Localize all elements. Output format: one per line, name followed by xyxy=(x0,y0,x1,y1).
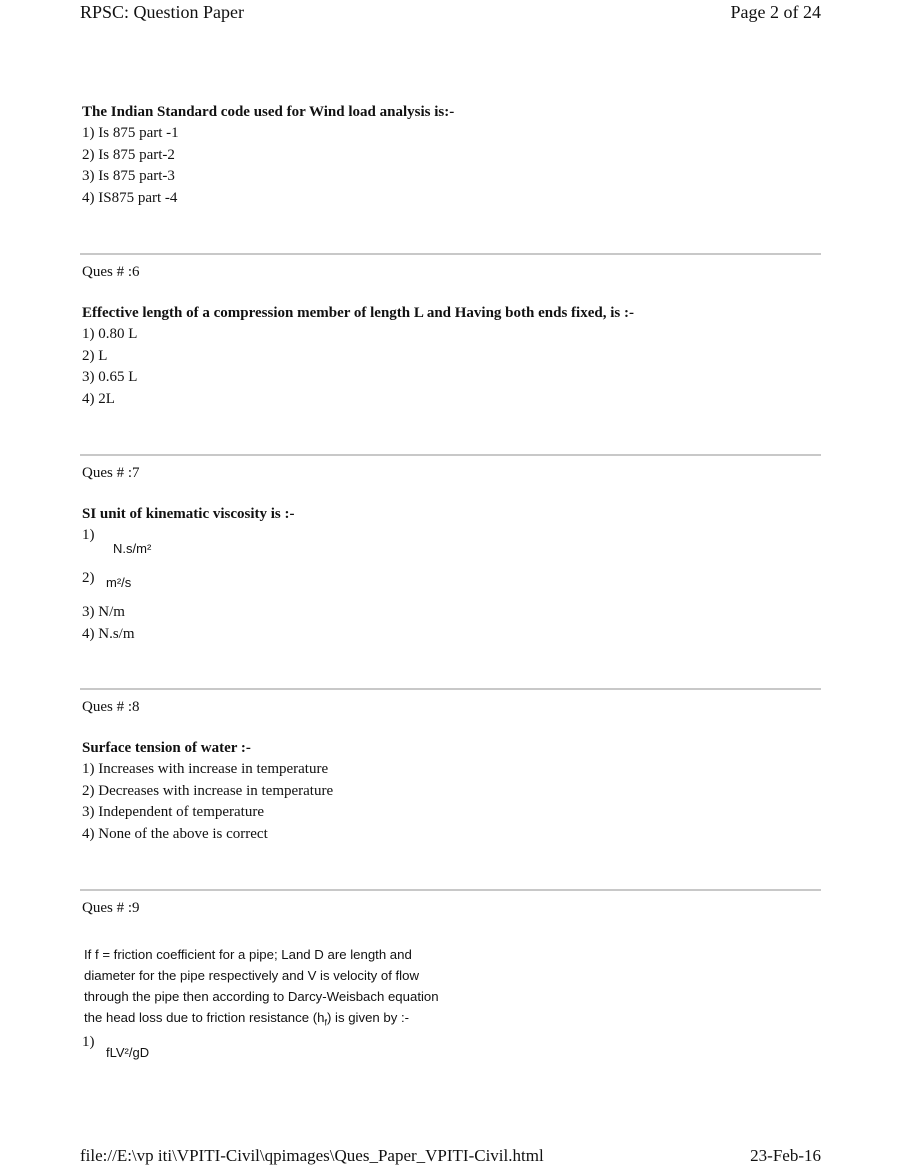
option-formula: fLV²/gD xyxy=(106,1045,150,1060)
question-title: SI unit of kinematic viscosity is :- xyxy=(82,506,295,522)
question-line: If f = friction coefficient for a pipe; Land D are length and xyxy=(84,947,412,962)
question-9-text xyxy=(84,944,514,1034)
option: 4) 2L xyxy=(82,390,115,407)
question-number: Ques # :6 xyxy=(82,264,140,280)
separator xyxy=(80,688,821,690)
option: 4) IS875 part -4 xyxy=(82,189,178,206)
question-8 xyxy=(82,738,333,845)
footer-date: 23-Feb-16 xyxy=(750,1146,821,1165)
question-6 xyxy=(82,303,634,410)
footer-file-path: file://E:\vp iti\VPITI-Civil\qpimages\Ques_Paper_VPITI-Civil.html xyxy=(80,1146,544,1165)
option-label: 2) xyxy=(82,570,95,586)
option: 3) 0.65 L xyxy=(82,369,138,385)
question-7-title xyxy=(82,504,295,525)
option: 4) None of the above is correct xyxy=(82,825,268,842)
question-title: The Indian Standard code used for Wind load analysis is:- xyxy=(82,104,455,120)
option: 1) 0.80 L xyxy=(82,326,138,342)
question-line: through the pipe then according to Darcy-Weisbach equation xyxy=(84,989,439,1004)
line-end: ) is given by :- xyxy=(326,1010,410,1025)
question-title: Surface tension of water :- xyxy=(82,740,251,756)
question-line: diameter for the pipe respectively and V is velocity of flow xyxy=(84,968,419,983)
option: 1) Increases with increase in temperature xyxy=(82,761,329,777)
option-label: 1) xyxy=(82,527,95,543)
question-number: Ques # :9 xyxy=(82,900,140,916)
question-title: Effective length of a compression member of length L and Having both ends fixed, is :- xyxy=(82,305,634,321)
option: 3) Is 875 part-3 xyxy=(82,168,175,184)
option: 2) Is 875 part-2 xyxy=(82,146,175,163)
question-7-options xyxy=(82,602,135,645)
subscript: f xyxy=(324,1017,327,1028)
separator xyxy=(80,253,821,255)
separator xyxy=(80,889,821,891)
option: 2) L xyxy=(82,347,108,364)
question-line xyxy=(84,1007,514,1034)
question-number: Ques # :7 xyxy=(82,465,140,481)
separator xyxy=(80,454,821,456)
option: 1) Is 875 part -1 xyxy=(82,125,179,141)
question-5 xyxy=(82,102,454,209)
option: 3) N/m xyxy=(82,604,125,620)
option: 3) Independent of temperature xyxy=(82,804,264,820)
page-number: Page 2 of 24 xyxy=(730,2,821,22)
option: 2) Decreases with increase in temperature xyxy=(82,782,334,799)
option-formula: m²/s xyxy=(106,575,132,590)
option-formula: N.s/m² xyxy=(113,541,152,556)
line-start: the head loss due to friction resistance (h xyxy=(84,1010,325,1025)
option-label: 1) xyxy=(82,1034,95,1050)
header-title: RPSC: Question Paper xyxy=(80,2,245,22)
question-number: Ques # :8 xyxy=(82,699,140,715)
option: 4) N.s/m xyxy=(82,625,135,642)
